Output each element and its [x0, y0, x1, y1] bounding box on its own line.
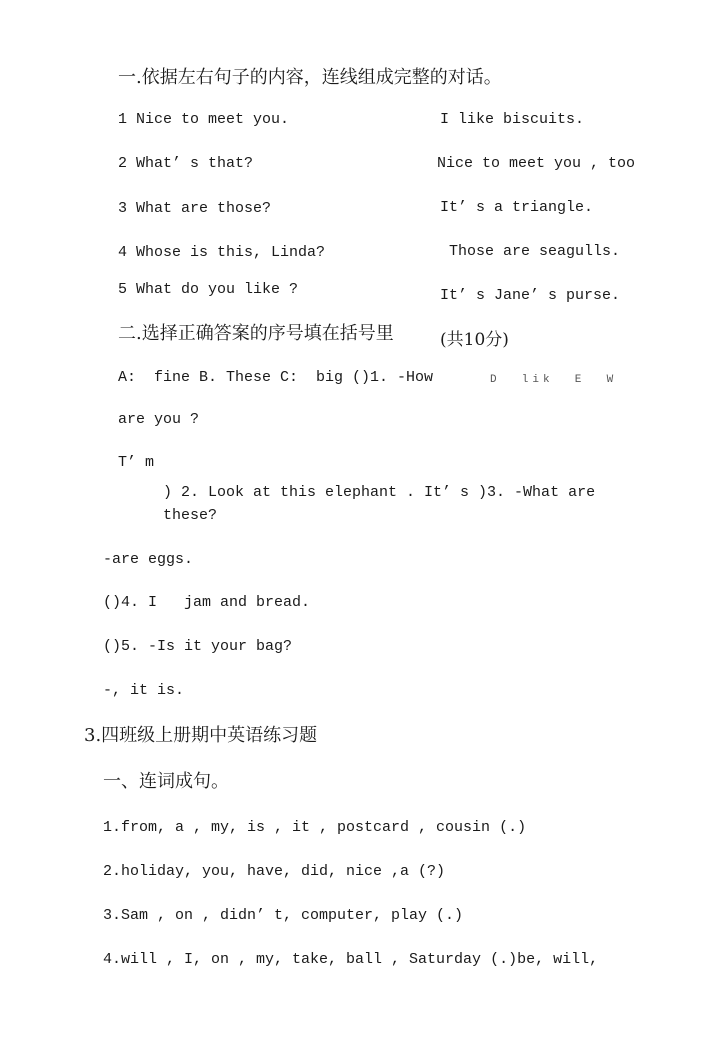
line-it-is: -, it is.	[103, 682, 185, 699]
left-sentence-5: 5 What do you like ?	[118, 281, 299, 298]
faint-fragment: D lik E W	[490, 374, 618, 386]
left-sentence-3: 3 What are those?	[118, 200, 272, 217]
right-sentence-5: It’ s Jane’ s purse.	[440, 287, 621, 304]
left-sentence-4: 4 Whose is this, Linda?	[118, 244, 326, 261]
right-sentence-2: Nice to meet you , too	[437, 155, 636, 172]
question-4: ()4. I jam and bread.	[103, 594, 311, 611]
question-2-line1: ) 2. Look at this elephant . It’ s )3. -What are	[163, 484, 596, 501]
reorder-item-1: 1.from, a , my, is , it , postcard , cousin (.)	[103, 819, 527, 836]
right-sentence-4: Those are seagulls.	[449, 243, 621, 260]
left-sentence-2: 2 What’ s that?	[118, 155, 254, 172]
section3-heading: 3.四班级上册期中英语练习题	[84, 725, 318, 746]
right-sentence-1: I like biscuits.	[440, 111, 585, 128]
left-sentence-1: 1 Nice to meet you.	[118, 111, 290, 128]
question-2-line2: these?	[163, 507, 218, 524]
question-5: ()5. -Is it your bag?	[103, 638, 293, 655]
options-line: A: fine B. These C: big ()1. -How	[118, 369, 434, 386]
section3-subtitle: 一、连词成句。	[103, 771, 229, 792]
reorder-item-3: 3.Sam , on , didn’ t, computer, play (.)	[103, 907, 464, 924]
line-eggs: -are eggs.	[103, 551, 194, 568]
line-are-you: are you ?	[118, 411, 200, 428]
section2-score: (共10分)	[440, 330, 509, 350]
section1-title: 一.依据左右句子的内容，连线组成完整的对话。	[118, 67, 502, 88]
line-im: T’ m	[118, 454, 155, 471]
section2-title: 二.选择正确答案的序号填在括号里	[118, 323, 394, 344]
right-sentence-3: It’ s a triangle.	[440, 199, 594, 216]
reorder-item-4: 4.will , I, on , my, take, ball , Saturday (.)be, will,	[103, 951, 599, 968]
reorder-item-2: 2.holiday, you, have, did, nice ,a (?)	[103, 863, 446, 880]
